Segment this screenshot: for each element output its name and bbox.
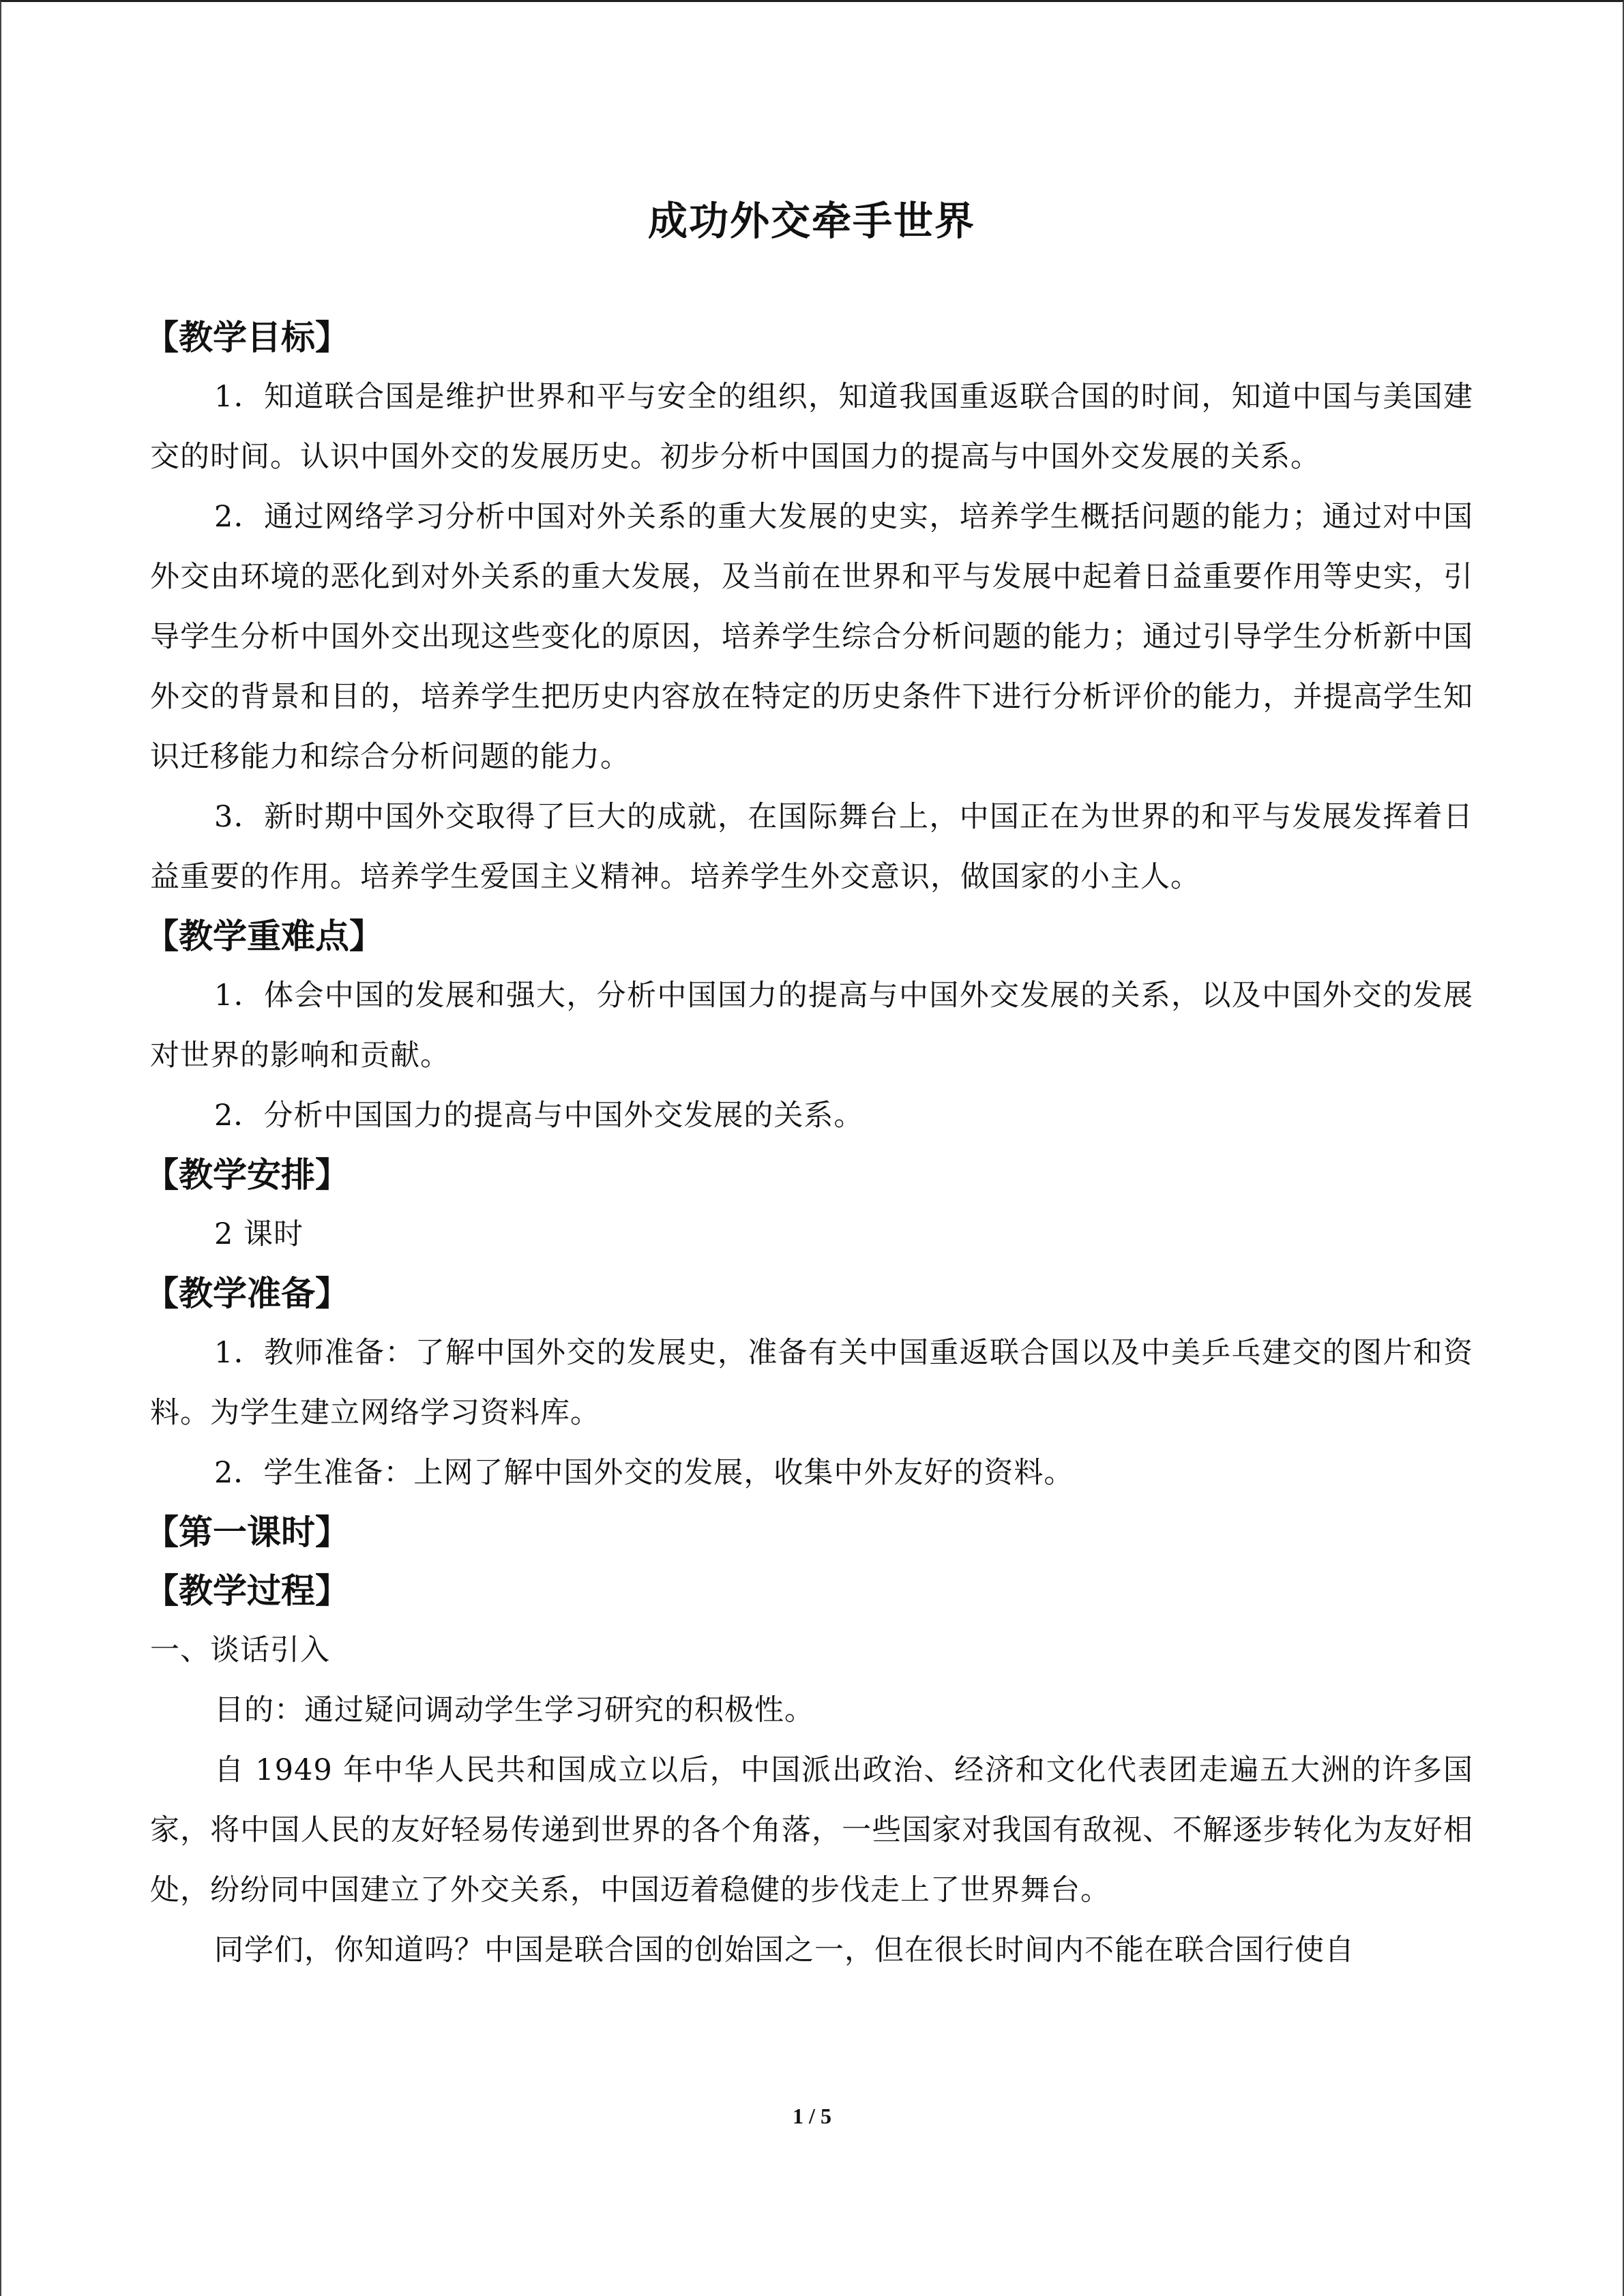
section-key-points [145, 907, 1473, 1146]
goal-paragraph-3: 3．新时期中国外交取得了巨大的成就，在国际舞台上，中国正在为世界的和平与发展发挥着日益重要的作用。培养学生爱国主义精神。培养学生外交意识，做国家的小主人。 [150, 799, 1473, 894]
section-heading-lesson-one: 【第一课时】 [145, 1512, 349, 1552]
section-lesson-one [145, 1503, 1473, 1562]
section-heading-teaching-process: 【教学过程】 [145, 1570, 349, 1611]
page-number: 1 / 5 [793, 2104, 831, 2128]
arrangement-paragraph: 2 课时 [214, 1217, 304, 1251]
process-paragraph-3: 同学们，你知道吗？中国是联合国的创始国之一，但在很长时间内不能在联合国行使自 [214, 1933, 1355, 1967]
section-arrangement [145, 1146, 1473, 1264]
preparation-paragraph-1: 1．教师准备：了解中国外交的发展史，准备有关中国重返联合国以及中美乒乓建交的图片和资料。为学生建立网络学习资料库。 [150, 1335, 1473, 1430]
key-point-paragraph-1: 1．体会中国的发展和强大，分析中国国力的提高与中国外交发展的关系，以及中国外交的发展对世界的影响和贡献。 [150, 978, 1473, 1073]
process-paragraph-2: 自 1949 年中华人民共和国成立以后，中国派出政治、经济和文化代表团走遍五大洲的许多国家，将中国人民的友好轻易传递到世界的各个角落，一些国家对我国有敌视、不解逐步转化为友好相处，纷纷同中国建立了外交关系，中国迈着稳健的步伐走上了世界舞台。 [150, 1753, 1473, 1907]
goal-paragraph-1: 1．知道联合国是维护世界和平与安全的组织，知道我国重返联合国的时间，知道中国与美国建交的时间。认识中国外交的发展历史。初步分析中国国力的提高与中国外交发展的关系。 [150, 379, 1473, 474]
process-subheading-1: 一、谈话引入 [150, 1632, 330, 1667]
document-title: 成功外交牵手世界 [647, 198, 975, 244]
goal-paragraph-2: 2．通过网络学习分析中国对外关系的重大发展的史实，培养学生概括问题的能力；通过对中国外交由环境的恶化到对外关系的重大发展，及当前在世界和平与发展中起着日益重要作用等史实，引导学生分析中国外交出现这些变化的原因，培养学生综合分析问题的能力；通过引导学生分析新中国外交的背景和目的，培养学生把历史内容放在特定的历史条件下进行分析评价的能力，并提高学生知识迁移能力和综合分析问题的能力。 [150, 499, 1473, 774]
section-heading-key-points: 【教学重难点】 [145, 916, 383, 956]
section-heading-arrangement: 【教学安排】 [145, 1154, 349, 1195]
section-heading-teaching-goals: 【教学目标】 [145, 317, 349, 357]
section-teaching-process [145, 1562, 1473, 1980]
preparation-paragraph-2: 2．学生准备：上网了解中国外交的发展，收集中外友好的资料。 [214, 1455, 1074, 1490]
document-content [145, 198, 1473, 1980]
section-preparation [145, 1264, 1473, 1503]
process-paragraph-1: 目的：通过疑问调动学生学习研究的积极性。 [214, 1693, 814, 1727]
key-point-paragraph-2: 2．分析中国国力的提高与中国外交发展的关系。 [214, 1098, 864, 1133]
section-teaching-goals [145, 308, 1473, 907]
section-heading-preparation: 【教学准备】 [145, 1273, 349, 1313]
